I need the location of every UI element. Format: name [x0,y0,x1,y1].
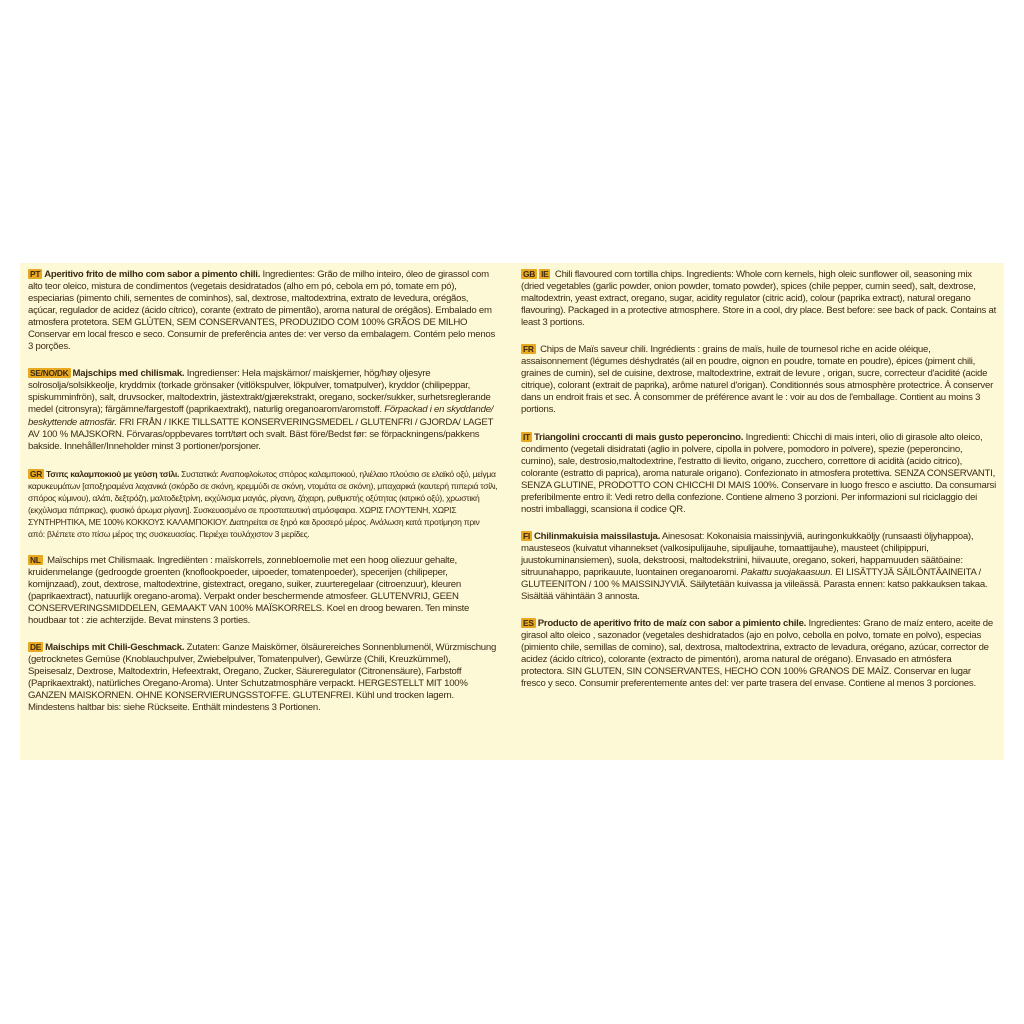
language-badge: GB [523,269,536,279]
product-name: Producto de aperitivo frito de maíz con sabor a pimiento chile. [537,618,807,630]
section-de [28,642,498,714]
language-badge: PT [30,269,41,279]
section-tail-text: FRI FRÅN / IKKE TILLSATTE KONSERVERINGSMEDEL / GLUTENFRI / GJORDA/ LAGET AV 100 % MAJSKORN. Förvaras/oppbevares torrt/tørt och svalt. Bäst före/Bedst før: se förpackningens/pakkens bakside. Innehåller/Inneholder minst 3 portioner/porsjoner. [28,416,494,452]
product-name: Triangolini croccanti di mais gusto peperoncino. [533,431,744,443]
section-text: Ingredientes: Grano de maíz entero, aceite de girasol alto oleico , sazonador (vegetales deshidratados (ajo en polvo, cebolla en polvo, tomate en polvo), especias (pimiento chile, semillas de comino), sal, dextrosa, maltodextrina, extracto de levadura, orégano, azúcar, corrector de acidez (ácido cítrico), colorante (extracto de pimentón), aroma natural de orégano). Envasado en atmósfera protectora. SIN GLUTEN, SIN CONSERVANTES, HECHO CON 100% GRANOS DE MAÍZ. Conservar en lugar fresco y seco. Consumir preferentemente antes del: ver parte trasera del envase. Contiene al menos 3 porciones. [521,618,993,690]
section-text: Ingredienti: Chicchi di mais interi, olio di girasole alto oleico, condimento (vegetali disidratati (aglio in polvere, cipolla in polvere, pomodoro in polvere), spezie (peperoncino, cumino), sale, destrosio,maltodextrine, l'estratto di lievito, origano, zucchero, correttore di acidità (acido citrico), colorante (estratto di paprica), aroma naturale origano). Confezionato in atmosfera protettiva. SENZA CONSERVANTI, SENZA GLUTINE, PRODOTTO CON CHICCHI DI MAIS 100%. Conservare in luogo fresco e asciutto. Da consumarsi preferibilmente entro il: Vedi retro della confezione. Contiene almeno 3 porzioni. Per informazioni sul riciclaggio dei nostri imballaggi, scansiona il codice QR. [521,431,996,515]
right-column [521,269,997,705]
section-fr [521,344,997,416]
section-italic-text: Pakattu suojakaasuun. [740,566,833,578]
language-badge: NL [30,554,41,565]
product-name: Chilinmakuisia maissilastuja. [533,530,661,542]
section-italic-text: Förpackad i en skyddande/ beskyttende atmosfär. [28,404,494,428]
section-text: Συστατικά: Αναποφλοίωτος σπόρος καλαμποκιού, ηλιέλαιο πλούσιο σε ελαϊκό οξύ, μείγμα καρυκευμάτων [αποξηραμένα λαχανικά (σκόρδο σε σκόνη, κρεμμύδι σε σκόνη, ντομάτα σε σκόνη), μπαχαρικά (καυτερή πιπεριά τσίλι, σπόρος κύμινου), αλάτι, δεξτρόζη, μαλτοδεξτρίνη, εκχύλισμα μαγιάς, ρίγανη, ζάχαρη, ρυθμιστής οξύτητας (κιτρικό οξύ), χρωστική (εκχύλισμα πάπρικας), φυσικό άρωμα ρίγανη]. Συσκευασμένο σε προστατευτική ατμόσφαιρα. ΧΩΡΙΣ ΓΛΟΥΤΕΝΗ, ΧΩΡΙΣ ΣΥΝΤΗΡΗΤΙΚΑ, ΜΕ 100% ΚΟΚΚΟΥΣ ΚΑΛΑΜΠΟΚΙΟΥ. Διατηρείται σε ξηρό και δροσερό μέρος. Ανάλωση κατά προτίμηση πριν από: βλέπετε στο πίσω μέρος της συσκευασίας. Περιέχει τουλάχιστον 3 μερίδες. [28,468,498,539]
language-badge: DE [30,642,42,653]
section-tail-text: EI LISÄTTYJÄ SÄILÖNTÄAINEITA / GLUTEENITON / 100 % MAISSINJYVIÄ. Säilytetään kuivassa ja viileässä. Parasta ennen: katso pakkauksen takaa. Sisältää vähintään 3 annosta. [521,566,988,603]
section-text: Ingredientes: Grão de milho inteiro, óleo de girassol com alto teor oleico, mistura de condimentos (vegetais desidratados (alho em pó, cebola em pó, tomate em pó), especiarias (pimento chili, sementes de cominhos), sal, dextrose, maltodextrina, extrato de levedura, orégãos, açúcar, regulador de acidez (ácido cítrico), corante (extrato de pimentão), aroma natural de orégãos). Embalado em atmosfera protetora. SEM GLÚTEN, SEM CONSERVANTES, PRODUZIDO COM 100% GRÃOS DE MILHO Conservar em local fresco e seco. Consumir de preferência antes de: ver verso da embalagem. Contém pelo menos 3 porções. [28,269,496,353]
language-badge: IT [523,431,530,442]
language-badge: FI [523,530,530,541]
section-text: Ainesosat: Kokonaisia maissinjyviä, auringonkukkaöljy (runsaasti öljyhappoa), mausteseos (kuivatut vihannekset (valkosipulijauhe, sipulijauhe, tomaattijauhe), mausteet (chilipippuri, juustokuminansiemen), suola, dekstroosi, maltodekstriini, hiivauute, oregano, sokeri, happamuuden säätöaine: sitruunahappo, paprikauute, luontainen oreganoaromi. [521,530,974,578]
section-text: Maïschips met Chilismaak. Ingrediënten : maïskorrels, zonnebloemolie met een hoog oliezuur gehalte, kruidenmelange (gedroogde groenten (knoflookpoeder, uipoeder, tomatenpoeder), specerijen (chilipeper, komijnzaad), zout, dextrose, maltodextrine, gistextract, oregano, suiker, zuurteregelaar (citroenzuur), kleuren (paprikaextract), natuurlijk oregano-aroma). Verpakt onder beschermende atmosfeer. GLUTENVRIJ, GEEN CONSERVERINGSMIDDELEN, GEMAAKT VAN 100% MAÏSKORRELS. Koel en droog bewaren. Ten minste houdbaar tot : zie achterzijde. Bevat minstens 3 porties. [28,554,470,627]
section-text: Zutaten: Ganze Maiskörner, ölsäurereiches Sonnenblumenöl, Würzmischung (getrocknetes Gemüse (Knoblauchpulver, Zwiebelpulver, Tomatenpulver), Gewürze (Chili, Kreuzkümmel), Speisesalz, Dextrose, Maltodextrin, Hefeextrakt, Oregano, Zucker, Säureregulator (Citronensäure), Farbstoff (Paprikaextrakt), natürliches Oregano-Aroma). Unter Schutzatmosphäre verpackt. HERGESTELLT MIT 100% GANZEN MAISKORNEN. OHNE KONSERVIERUNGSSTOFFE. GLUTENFREI. Kühl und trocken lagern. Mindestens haltbar bis: siehe Rückseite. Enthält mindestens 3 Portionen. [28,642,497,714]
section-text: Ingredienser: Hela majskärnor/ maiskjerner, hög/høy oljesyre solrosolja/solsikkeolje, kryddmix (torkade grönsaker (vitlökspulver, lökpulver, tomatpulver), kryddor (chilipeppar, spiskumminfrön), salt, druvsocker, maltodextrin, jästextrakt/gjærekstrakt, oregano, socker/sukker, surhetsreglerande medel (citronsyra); färgämne/fargestoff (paprikaextrakt), naturlig oreganoarom/aromstoff. [28,368,491,416]
language-badge: SE/NO/DK [30,368,69,379]
product-name: Maischips mit Chili-Geschmack. [45,642,185,654]
product-name: Majschips med chilismak. [72,368,185,380]
section-it [521,432,997,516]
language-badge: GR [30,468,42,479]
product-name: Τσιπς καλαμποκιού με γεύση τσίλι. [45,468,180,479]
section-nl [28,555,498,627]
section-es [521,618,997,690]
section-fi [521,531,997,603]
language-badge: ES [523,618,534,629]
language-badge: FR [523,344,534,355]
section-gb-ie [521,269,997,329]
label-panel [20,263,1004,760]
language-badge: IE [541,269,549,279]
section-text: Chili flavoured corn tortilla chips. Ingredients: Whole corn kernels, high oleic sunflower oil, seasoning mix (dried vegetables (garlic powder, onion powder, tomato powder), spices (chile pepper, cumin seed), salt, dextrose, maltodextrin, yeast extract, oregano, sugar, acidity regulator (citric acid), colour (paprika extract), natural oregano flavouring). Packaged in a protective atmosphere. Store in a cool, dry place. Best before: see back of pack. Contains at least 3 portions. [521,269,997,329]
section-gr [28,468,498,540]
section-se-no-dk [28,368,498,452]
left-column [28,269,498,730]
section-text: Chips de Maïs saveur chili. Ingrédients : grains de maïs, huile de tournesol riche en acide oléique, assaisonnement (légumes déshydratés (ail en poudre, oignon en poudre, tomate en poudre), épices (piment chili, graines de cumin), sel de cuisine, dextrose, maltodextrine, extrait de levure , origan, sucre, correcteur d'acidité (acide citrique), colorant (extrait de paprika), arôme naturel d'origan). Conditionnés sous atmosphère protectrice. À conserver dans un endroit frais et sec. À consommer de préférence avant le : voir au dos de l'emballage. Contient au moins 3 portions. [521,344,994,416]
section-pt [28,269,498,353]
product-name: Aperitivo frito de milho com sabor a pimento chili. [44,269,261,280]
